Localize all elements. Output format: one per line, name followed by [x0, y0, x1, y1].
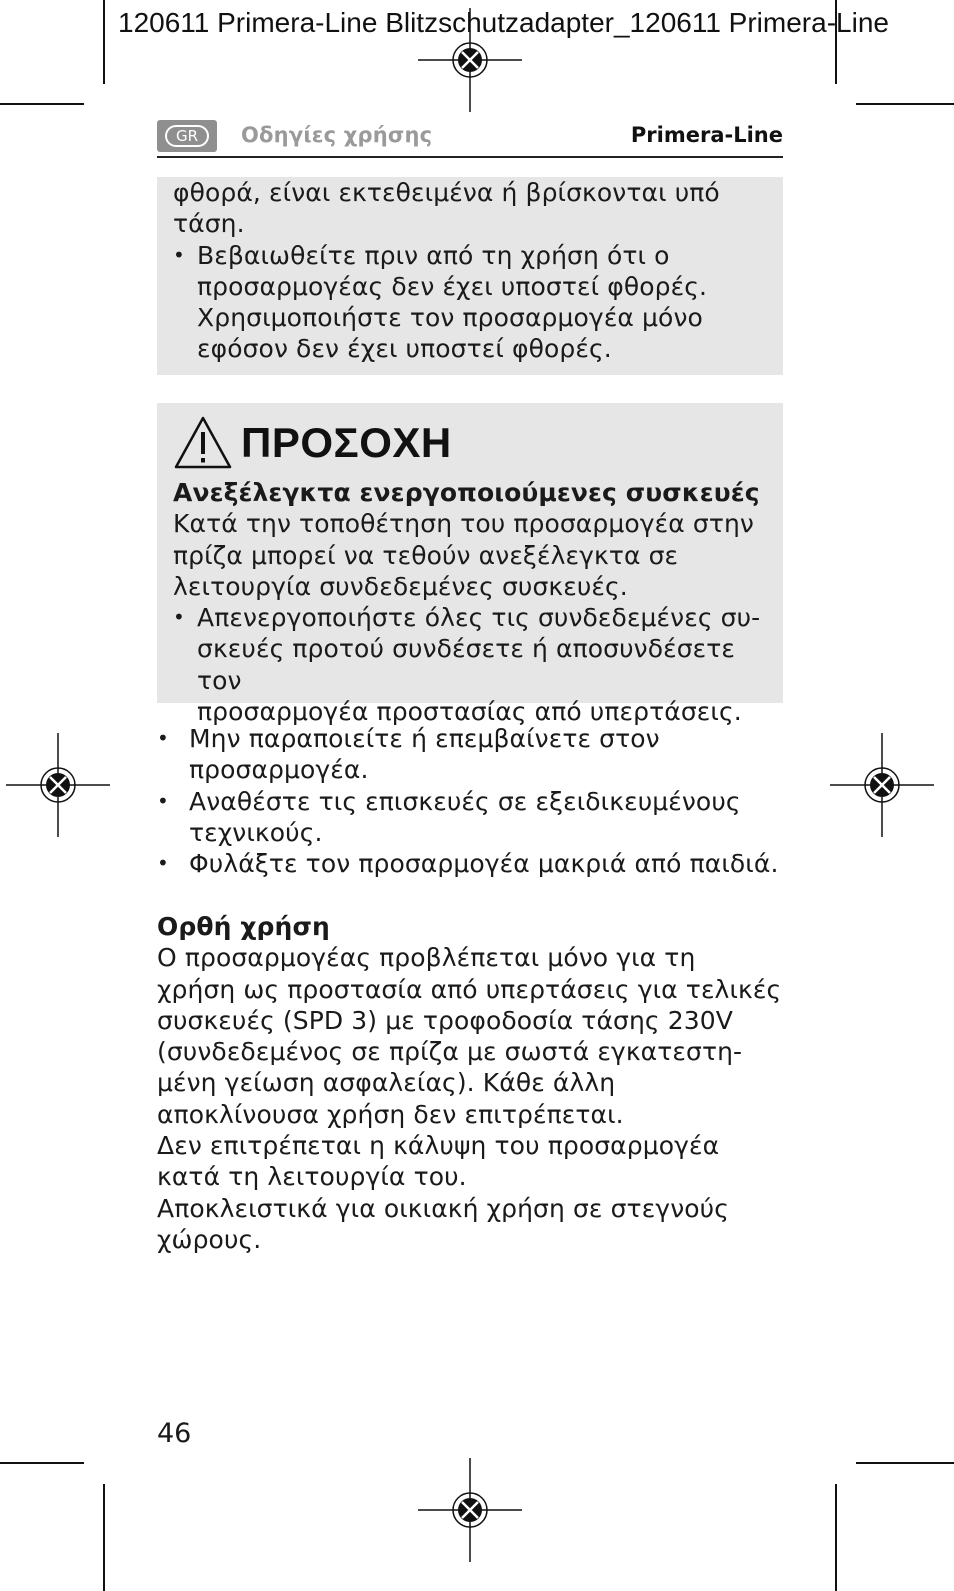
list-item: [157, 848, 797, 879]
section-title: Οδηγίες χρήσης: [241, 123, 433, 147]
brand-name: Primera-Line: [630, 123, 783, 147]
text-line: • Μην παραποιείτε ή επεμβαίνετε στον: [189, 724, 660, 753]
text-line: λειτουργία συνδεδεμένες συσκευές.: [173, 571, 628, 601]
warning-title: ΠΡΟΣΟΧΗ: [241, 419, 452, 467]
text-line: προσαρμογέα προστασίας από υπερτάσεις.: [197, 697, 742, 727]
text-line: κατά τη λειτουργία του.: [157, 1162, 467, 1192]
text-line: σκευές προτού συνδέσετε ή αποσυνδέσετε τον: [197, 634, 736, 695]
print-slug: 120611 Primera-Line Blitzschutzadapter_120611 Primera-Line: [118, 7, 889, 38]
text-line: • Φυλάξτε τον προσαρμογέα μακριά από παιδιά.: [189, 849, 779, 879]
warning-triangle-icon: [173, 415, 233, 471]
section-heading: Ορθή χρήση: [157, 912, 330, 941]
text-line: τάση.: [173, 209, 245, 239]
text-line: προσαρμογέας δεν έχει υποστεί φθορές.: [197, 271, 708, 301]
registration-mark-left-icon: [6, 733, 110, 837]
text-line: • Βεβαιωθείτε πριν από τη χρήση ότι ο: [197, 240, 670, 270]
text-line: χώρους.: [157, 1224, 262, 1254]
text-line: μένη γείωση ασφαλείας). Κάθε άλλη: [157, 1068, 616, 1098]
page-number: 46: [157, 1418, 192, 1449]
page-header: [157, 120, 783, 158]
text-line: Αποκλειστικά για οικιακή χρήση σε στεγνούς: [157, 1193, 729, 1223]
list-item: [157, 786, 797, 849]
registration-mark-bottom-icon: [418, 1458, 522, 1562]
intended-use-section: [157, 911, 797, 1255]
registration-mark-top-icon: [418, 8, 522, 112]
registration-mark-right-icon: [830, 733, 934, 837]
text-line: • Απενεργοποιήστε όλες τις συνδεδεμένες συ-: [197, 603, 761, 633]
warning-box: [157, 403, 783, 727]
language-badge-label: GR: [165, 125, 209, 147]
text-line: αποκλίνουσα χρήση δεν επιτρέπεται.: [157, 1099, 624, 1129]
bullet-item: [173, 240, 771, 365]
text-line: εφόσον δεν έχει υποστεί φθορές.: [197, 334, 612, 364]
text-line: Δεν επιτρέπεται η κάλυψη του προσαρμογέα: [157, 1131, 720, 1161]
warning-header: [173, 409, 771, 477]
text-line: τεχνικούς.: [189, 817, 323, 847]
safety-box-continued: [157, 177, 783, 375]
warning-subtitle: Ανεξέλεγκτα ενεργοποιούμενες συσκευές: [173, 478, 760, 507]
text-line: συσκευές (SPD 3) με τροφοδοσία τάσης 230V: [157, 1005, 733, 1035]
bullet-item: [173, 602, 771, 727]
text-line: πρίζα μπορεί να τεθούν ανεξέλεγκτα σε: [173, 540, 679, 570]
text-line: Κατά την τοποθέτηση του προσαρμογέα στην: [173, 509, 755, 539]
text-line: προσαρμογέα.: [189, 755, 369, 785]
language-badge: [157, 120, 217, 152]
safety-bullet-list: [157, 723, 797, 879]
list-item: [157, 723, 797, 786]
text-line: (συνδεδεμένος σε πρίζα με σωστά εγκατεστη-: [157, 1037, 743, 1067]
text-line: χρήση ως προστασία από υπερτάσεις για τελικές: [157, 974, 782, 1004]
text-line: • Αναθέστε τις επισκευές σε εξειδικευμένους: [189, 786, 741, 816]
text-line: Ο προσαρμογέας προβλέπεται μόνο για τη: [157, 943, 696, 973]
text-line: φθορά, είναι εκτεθειμένα ή βρίσκονται υπό: [173, 178, 720, 207]
text-line: Χρησιμοποιήστε τον προσαρμογέα μόνο: [197, 303, 703, 333]
